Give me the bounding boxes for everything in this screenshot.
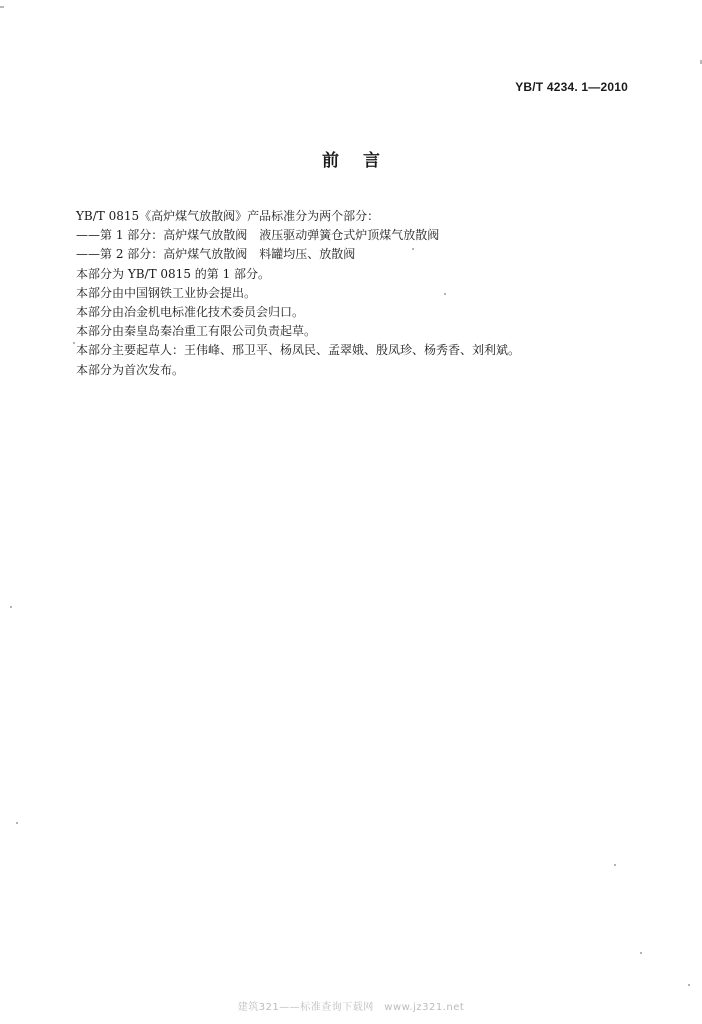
scan-speck <box>10 606 12 608</box>
document-code: YB/T 4234. 1—2010 <box>515 80 628 94</box>
paragraph-drafters: 本部分主要起草人：王伟峰、邢卫平、杨凤民、孟翠娥、殷凤珍、杨秀香、刘利斌。 <box>76 343 521 358</box>
list-item-part-1: ——第 1 部分：高炉煤气放散阀 液压驱动弹簧仓式炉顶煤气放散阀 <box>76 228 440 243</box>
scan-speck <box>444 293 446 295</box>
footer-watermark: 建筑321——标准查询下载网 www.jz321.net <box>237 1002 465 1013</box>
paragraph-standard-parts: YB/T 0815《高炉煤气放散阀》产品标准分为两个部分： <box>76 209 380 223</box>
paragraph-drafting-unit: 本部分由秦皇岛秦冶重工有限公司负责起草。 <box>76 324 317 339</box>
scan-speck <box>640 952 642 954</box>
paragraph-this-part: 本部分为 YB/T 0815 的第 1 部分。 <box>76 266 271 281</box>
page-title: 前言 <box>322 151 404 171</box>
paragraph-first-release: 本部分为首次发布。 <box>76 362 185 377</box>
scan-speck <box>73 342 75 344</box>
scan-speck <box>16 822 18 824</box>
scan-corner-mark <box>0 6 4 8</box>
scan-speck <box>412 248 414 250</box>
list-item-part-2: ——第 2 部分：高炉煤气放散阀 料罐均压、放散阀 <box>76 247 356 262</box>
scan-speck <box>688 984 690 986</box>
paragraph-proposer: 本部分由中国钢铁工业协会提出。 <box>76 285 257 300</box>
scan-speck <box>614 864 616 866</box>
paragraph-administrator: 本部分由冶金机电标准化技术委员会归口。 <box>76 305 305 320</box>
foreword-body <box>76 207 520 380</box>
